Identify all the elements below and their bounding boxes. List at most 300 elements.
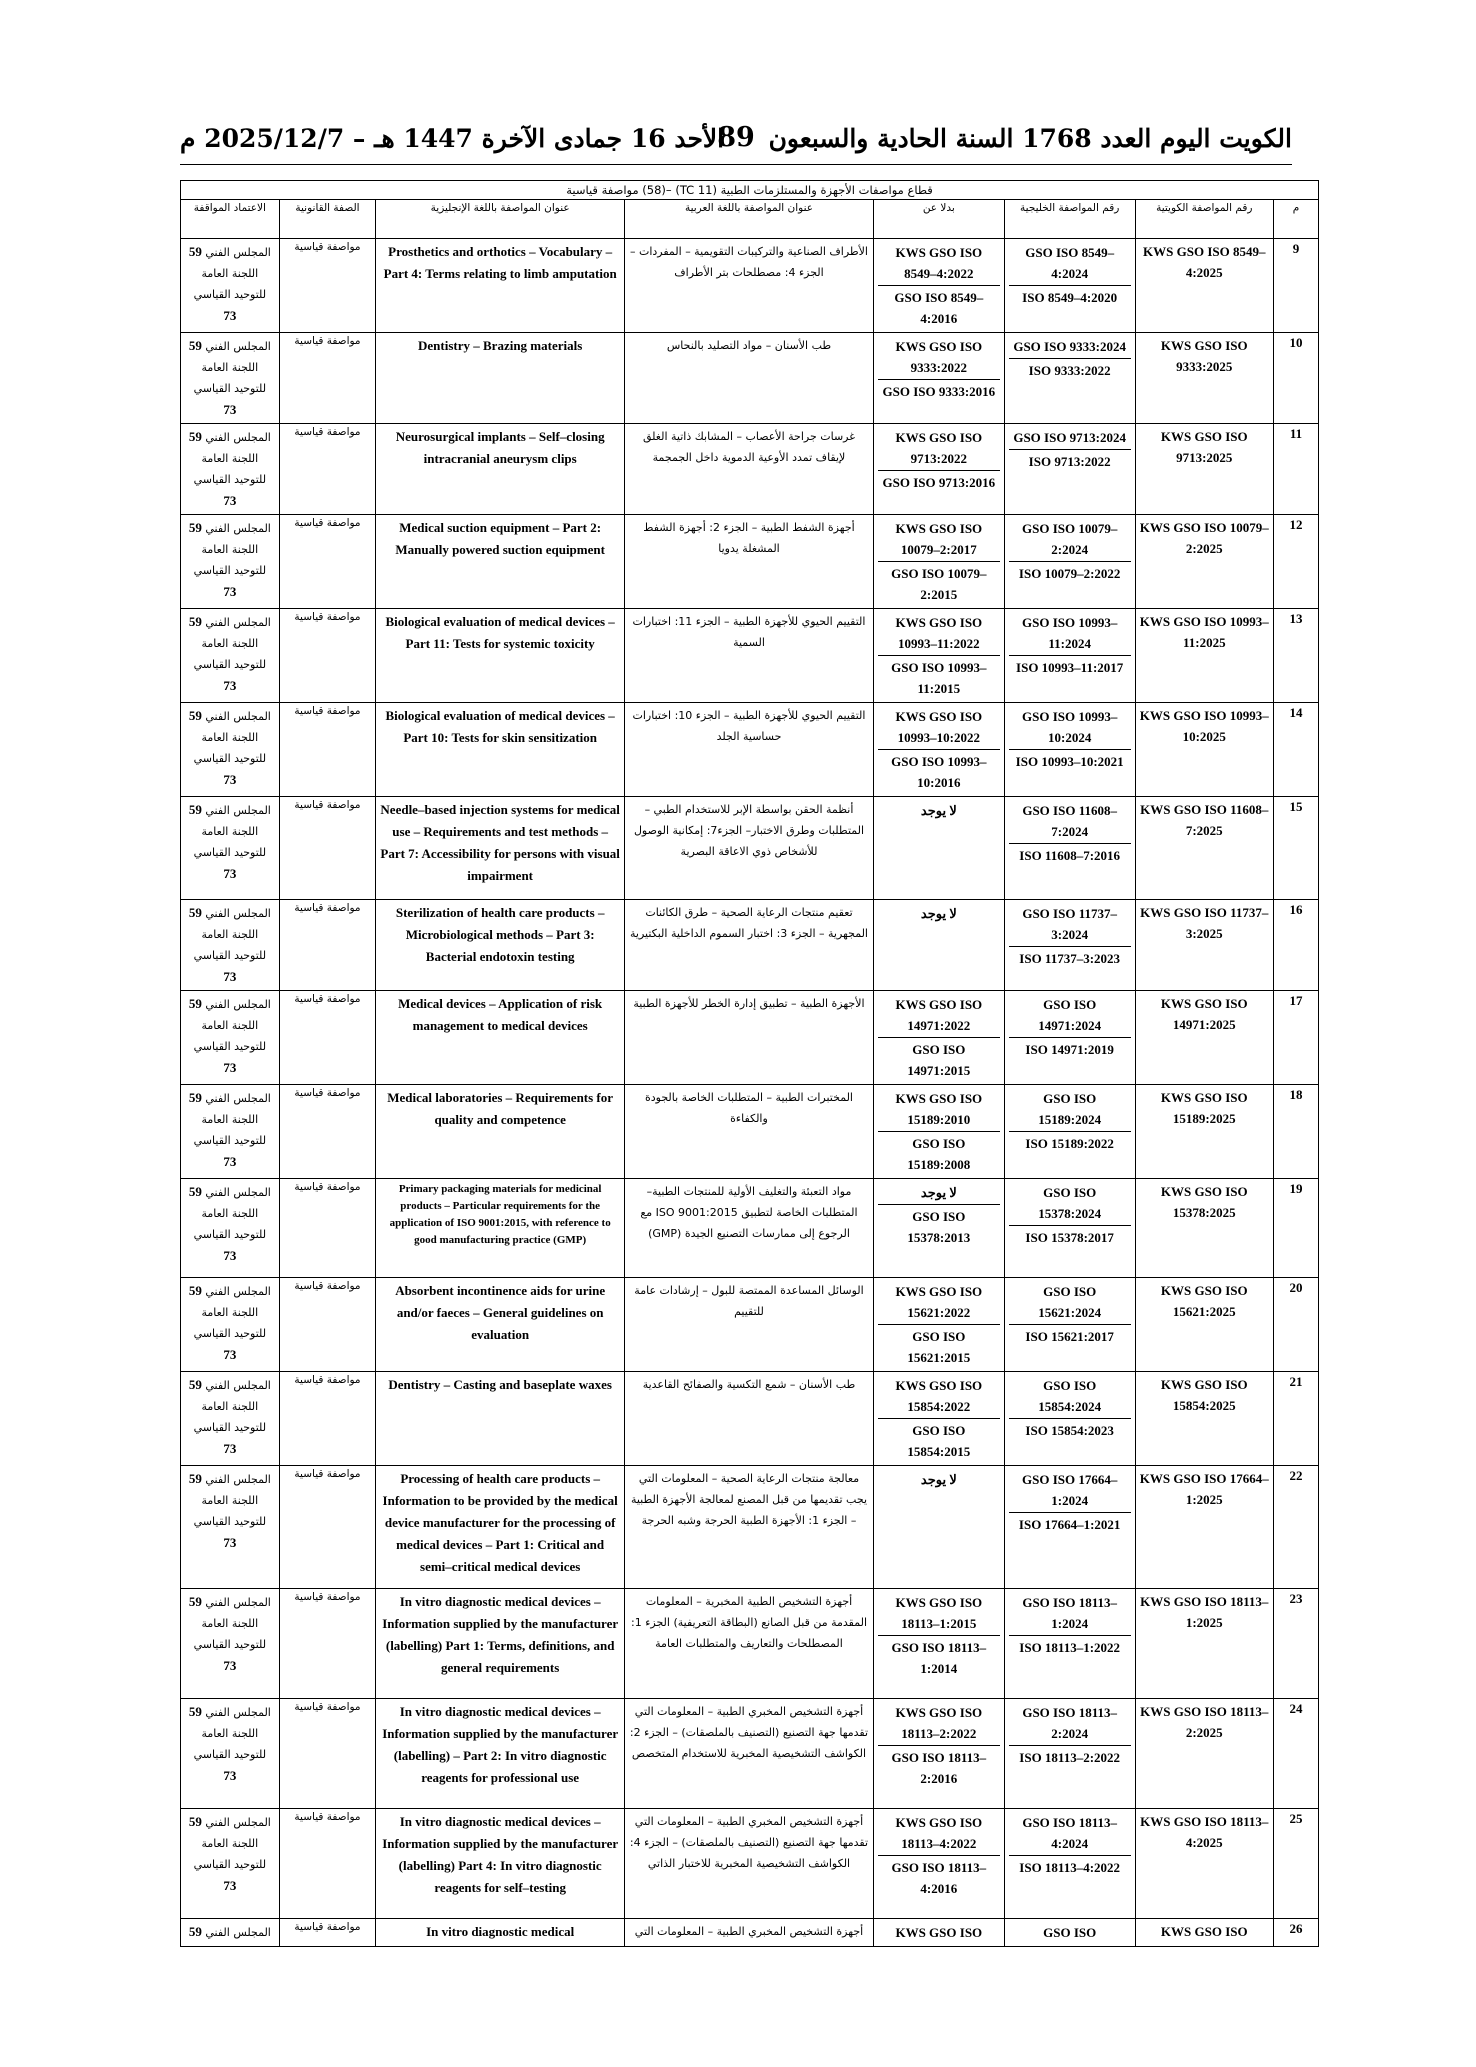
- kuwaiti-standard-number: KWS GSO ISO 17664–1:2025: [1135, 1466, 1273, 1589]
- approval-council-number: 59: [188, 905, 202, 920]
- approval-council: المجلس الفني: [205, 1285, 271, 1298]
- approval-committee-number: 73: [223, 1347, 237, 1362]
- approval-council-number: 59: [188, 520, 202, 535]
- row-number: 26: [1273, 1919, 1318, 1947]
- approval-council-number: 59: [188, 1924, 202, 1939]
- approval-cell: [181, 1372, 280, 1466]
- gulf-standard-number: ISO 9713:2022: [1009, 449, 1131, 473]
- legal-status: مواصفة قياسية: [279, 333, 376, 424]
- approval-council: المجلس الفني: [205, 710, 271, 723]
- arabic-title: غرسات جراحة الأعصاب – المشابك ذاتية الغلق لإيقاف تمدد الأوعية الدموية داخل الجمجمة: [625, 424, 874, 515]
- arabic-title: طب الأسنان – شمع التكسية والصفائح القاعدية: [625, 1372, 874, 1466]
- gulf-standard-number: GSO ISO 15378:2024: [1038, 1185, 1102, 1221]
- row-number: 25: [1273, 1809, 1318, 1919]
- page-header: [180, 120, 1292, 165]
- col-legal: الصفة القانونية: [279, 200, 376, 239]
- english-title: Biological evaluation of medical devices – Part 11: Tests for systemic toxicity: [376, 609, 625, 703]
- replaces-cell: [873, 515, 1004, 609]
- table-body: [181, 239, 1319, 1947]
- approval-committee-number: 73: [223, 1248, 237, 1263]
- approval-council: المجلس الفني: [205, 340, 271, 353]
- english-title: Sterilization of health care products – Microbiological methods – Part 3: Bacterial endotoxin testing: [376, 900, 625, 991]
- replaced-standard-number: KWS GSO ISO 8549–4:2022: [895, 245, 983, 281]
- approval-council-number: 59: [188, 1594, 202, 1609]
- legal-status: مواصفة قياسية: [279, 609, 376, 703]
- gulf-standard-cell: [1004, 900, 1135, 991]
- replaces-cell: [873, 1809, 1004, 1919]
- kuwaiti-standard-number: KWS GSO ISO 10993–10:2025: [1135, 703, 1273, 797]
- gulf-standard-cell: [1004, 1699, 1135, 1809]
- approval-committee: اللجنة العامة للتوحيد القياسي: [193, 1617, 267, 1651]
- approval-cell: [181, 1179, 280, 1278]
- gulf-standard-number: ISO 10993–11:2017: [1009, 655, 1131, 679]
- approval-committee-number: 73: [223, 1535, 237, 1550]
- legal-status: مواصفة قياسية: [279, 900, 376, 991]
- approval-cell: [181, 900, 280, 991]
- approval-council-number: 59: [188, 1471, 202, 1486]
- row-number: 23: [1273, 1589, 1318, 1699]
- col-replaces: بدلا عن: [873, 200, 1004, 239]
- approval-committee-number: 73: [223, 678, 237, 693]
- english-title: In vitro diagnostic medical devices – Information supplied by the manufacturer (labelling) – Part 2: In vitro diagnostic reagents for professional use: [376, 1699, 625, 1809]
- approval-cell: [181, 333, 280, 424]
- kuwaiti-standard-number: KWS GSO ISO 18113–1:2025: [1135, 1589, 1273, 1699]
- approval-committee-number: 73: [223, 866, 237, 881]
- replaced-standard-number: KWS GSO ISO 15854:2022: [895, 1378, 983, 1414]
- approval-committee-number: 73: [223, 1060, 237, 1075]
- page-number: 89: [717, 122, 755, 153]
- replaces-cell: [873, 239, 1004, 333]
- replaced-standard-number: GSO ISO 15854:2015: [878, 1418, 1000, 1463]
- gulf-standard-number: ISO 15189:2022: [1009, 1131, 1131, 1155]
- col-title-ar: عنوان المواصفة باللغة العربية: [625, 200, 874, 239]
- approval-council: المجلس الفني: [205, 1379, 271, 1392]
- replaced-standard-number: KWS GSO ISO 10993–11:2022: [895, 615, 983, 651]
- approval-committee-number: 73: [223, 1441, 237, 1456]
- gulf-standard-number: GSO ISO 18113–4:2024: [1022, 1815, 1117, 1851]
- legal-status: مواصفة قياسية: [279, 1179, 376, 1278]
- gulf-standard-cell: [1004, 609, 1135, 703]
- table-row: [181, 1699, 1319, 1809]
- approval-committee-number: 73: [223, 308, 237, 323]
- approval-cell: [181, 239, 280, 333]
- replaces-cell: [873, 424, 1004, 515]
- row-number: 11: [1273, 424, 1318, 515]
- kuwaiti-standard-number: KWS GSO ISO 14971:2025: [1135, 991, 1273, 1085]
- approval-committee: اللجنة العامة للتوحيد القياسي: [193, 1019, 267, 1053]
- replaces-cell: [873, 703, 1004, 797]
- approval-cell: [181, 1466, 280, 1589]
- english-title: Medical laboratories – Requirements for quality and competence: [376, 1085, 625, 1179]
- arabic-title: الوسائل المساعدة الممتصة للبول – إرشادات عامة للتقييم: [625, 1278, 874, 1372]
- table-row: [181, 797, 1319, 900]
- gulf-standard-number: GSO ISO 14971:2024: [1038, 997, 1102, 1033]
- approval-committee: اللجنة العامة للتوحيد القياسي: [193, 361, 267, 395]
- table-row: [181, 1466, 1319, 1589]
- legal-status: مواصفة قياسية: [279, 991, 376, 1085]
- gulf-standard-number: GSO ISO 9713:2024: [1013, 430, 1127, 445]
- replaces-cell: [873, 991, 1004, 1085]
- row-number: 17: [1273, 991, 1318, 1085]
- english-title: Neurosurgical implants – Self–closing intracranial aneurysm clips: [376, 424, 625, 515]
- approval-committee: اللجنة العامة للتوحيد القياسي: [193, 267, 267, 301]
- legal-status: مواصفة قياسية: [279, 1085, 376, 1179]
- table-row: [181, 1179, 1319, 1278]
- approval-committee-number: 73: [223, 584, 237, 599]
- replaced-standard-number: GSO ISO 15189:2008: [878, 1131, 1000, 1176]
- table-row: [181, 1809, 1319, 1919]
- gulf-standard-number: GSO ISO 11608–7:2024: [1022, 803, 1117, 839]
- kuwaiti-standard-number: KWS GSO ISO 18113–2:2025: [1135, 1699, 1273, 1809]
- newspaper-title: الكويت اليوم العدد 1768 السنة الحادية والسبعون: [768, 124, 1292, 153]
- arabic-title: طب الأسنان – مواد التصليد بالنحاس: [625, 333, 874, 424]
- gulf-standard-cell: [1004, 797, 1135, 900]
- gulf-standard-number: GSO ISO 10993–11:2024: [1021, 615, 1118, 651]
- arabic-title: المختبرات الطبية – المتطلبات الخاصة بالجودة والكفاءة: [625, 1085, 874, 1179]
- replaced-standard-number: KWS GSO ISO 18113–1:2015: [895, 1595, 983, 1631]
- approval-council: المجلس الفني: [205, 1473, 271, 1486]
- gulf-standard-number: ISO 9333:2022: [1009, 358, 1131, 382]
- gulf-standard-number: GSO ISO 15189:2024: [1038, 1091, 1102, 1127]
- table-row: [181, 1372, 1319, 1466]
- replaced-standard-number: لا يوجد: [920, 1185, 957, 1200]
- replaced-standard-number: KWS GSO ISO 9333:2022: [895, 339, 983, 375]
- gulf-standard-number: ISO 18113–1:2022: [1009, 1635, 1131, 1659]
- table-row: [181, 515, 1319, 609]
- approval-committee-number: 73: [223, 493, 237, 508]
- english-title: Dentistry – Brazing materials: [376, 333, 625, 424]
- replaced-standard-number: KWS GSO ISO 9713:2022: [895, 430, 983, 466]
- kuwaiti-standard-number: KWS GSO ISO 15189:2025: [1135, 1085, 1273, 1179]
- row-number: 20: [1273, 1278, 1318, 1372]
- approval-committee: اللجنة العامة للتوحيد القياسي: [193, 1494, 267, 1528]
- kuwaiti-standard-number: KWS GSO ISO 10079–2:2025: [1135, 515, 1273, 609]
- replaces-cell: [873, 1919, 1004, 1947]
- arabic-title: معالجة منتجات الرعاية الصحية – المعلومات التي يجب تقديمها من قبل المصنع لمعالجة الأجهزة الطبية – الجزء 1: الأجهزة الطبية الحرجة وشبه الحرجة: [625, 1466, 874, 1589]
- replaces-cell: [873, 1589, 1004, 1699]
- row-number: 16: [1273, 900, 1318, 991]
- row-number: 18: [1273, 1085, 1318, 1179]
- approval-committee: اللجنة العامة للتوحيد القياسي: [193, 1207, 267, 1241]
- kuwaiti-standard-number: KWS GSO ISO 11737–3:2025: [1135, 900, 1273, 991]
- replaces-cell: [873, 797, 1004, 900]
- gulf-standard-number: ISO 8549–4:2020: [1009, 285, 1131, 309]
- approval-council: المجلس الفني: [205, 246, 271, 259]
- arabic-title: الأطراف الصناعية والتركيبات التقويمية – المفردات – الجزء 4: مصطلحات بتر الأطراف: [625, 239, 874, 333]
- replaced-standard-number: KWS GSO ISO 18113–2:2022: [895, 1705, 983, 1741]
- table-row: [181, 239, 1319, 333]
- gulf-standard-number: ISO 10079–2:2022: [1009, 561, 1131, 585]
- row-number: 14: [1273, 703, 1318, 797]
- gulf-standard-number: GSO ISO 10993–10:2024: [1021, 709, 1118, 745]
- replaced-standard-number: GSO ISO 10993–10:2016: [878, 749, 1000, 794]
- row-number: 22: [1273, 1466, 1318, 1589]
- approval-committee: اللجنة العامة للتوحيد القياسي: [193, 1306, 267, 1340]
- legal-status: مواصفة قياسية: [279, 1589, 376, 1699]
- gulf-standard-number: ISO 11608–7:2016: [1009, 843, 1131, 867]
- replaces-cell: [873, 1278, 1004, 1372]
- gulf-standard-number: ISO 15378:2017: [1009, 1225, 1131, 1249]
- col-seq: م: [1273, 200, 1318, 239]
- table-row: [181, 609, 1319, 703]
- replaced-standard-number: KWS GSO ISO 15621:2022: [895, 1284, 983, 1320]
- col-kuwaiti-no: رقم المواصفة الكويتية: [1135, 200, 1273, 239]
- row-number: 10: [1273, 333, 1318, 424]
- replaced-standard-number: لا يوجد: [920, 906, 957, 921]
- replaced-standard-number: GSO ISO 10993–11:2015: [878, 655, 1000, 700]
- approval-cell: [181, 609, 280, 703]
- english-title: Dentistry – Casting and baseplate waxes: [376, 1372, 625, 1466]
- gulf-standard-number: GSO ISO 15854:2024: [1038, 1378, 1102, 1414]
- replaced-standard-number: GSO ISO 18113–2:2016: [878, 1745, 1000, 1790]
- approval-council: المجلس الفني: [205, 1596, 271, 1609]
- english-title: Biological evaluation of medical devices – Part 10: Tests for skin sensitization: [376, 703, 625, 797]
- gulf-standard-number: ISO 17664–1:2021: [1009, 1512, 1131, 1536]
- table-row: [181, 424, 1319, 515]
- approval-council-number: 59: [188, 244, 202, 259]
- row-number: 21: [1273, 1372, 1318, 1466]
- replaced-standard-number: GSO ISO 10079–2:2015: [878, 561, 1000, 606]
- approval-committee-number: 73: [223, 969, 237, 984]
- arabic-title: الأجهزة الطبية – تطبيق إدارة الخطر للأجهزة الطبية: [625, 991, 874, 1085]
- kuwaiti-standard-number: KWS GSO ISO 15621:2025: [1135, 1278, 1273, 1372]
- replaced-standard-number: GSO ISO 18113–1:2014: [878, 1635, 1000, 1680]
- english-title: Absorbent incontinence aids for urine and/or faeces – General guidelines on evaluation: [376, 1278, 625, 1372]
- replaced-standard-number: GSO ISO 15621:2015: [878, 1324, 1000, 1369]
- replaces-cell: [873, 900, 1004, 991]
- replaced-standard-number: GSO ISO 15378:2013: [878, 1204, 1000, 1249]
- replaced-standard-number: KWS GSO ISO 10079–2:2017: [895, 521, 983, 557]
- gulf-standard-number: GSO ISO: [1043, 1925, 1097, 1940]
- approval-council: المجلس الفني: [205, 804, 271, 817]
- approval-committee: اللجنة العامة للتوحيد القياسي: [193, 731, 267, 765]
- gulf-standard-number: ISO 18113–4:2022: [1009, 1855, 1131, 1879]
- kuwaiti-standard-number: KWS GSO ISO 10993–11:2025: [1135, 609, 1273, 703]
- kuwaiti-standard-number: KWS GSO ISO 8549–4:2025: [1135, 239, 1273, 333]
- approval-committee-number: 73: [223, 1658, 237, 1673]
- gulf-standard-number: ISO 15854:2023: [1009, 1418, 1131, 1442]
- replaces-cell: [873, 333, 1004, 424]
- gulf-standard-number: GSO ISO 15621:2024: [1038, 1284, 1102, 1320]
- approval-council-number: 59: [188, 1377, 202, 1392]
- replaced-standard-number: KWS GSO ISO 10993–10:2022: [895, 709, 983, 745]
- col-gulf-no: رقم المواصفة الخليجية: [1004, 200, 1135, 239]
- approval-council: المجلس الفني: [205, 907, 271, 920]
- english-title: In vitro diagnostic medical devices – Information supplied by the manufacturer (labelling) Part 4: In vitro diagnostic reagents for self–testing: [376, 1809, 625, 1919]
- approval-cell: [181, 1919, 280, 1947]
- legal-status: مواصفة قياسية: [279, 797, 376, 900]
- replaced-standard-number: GSO ISO 9333:2016: [878, 379, 1000, 403]
- approval-council-number: 59: [188, 802, 202, 817]
- arabic-title: تعقيم منتجات الرعاية الصحية – طرق الكائنات المجهرية – الجزء 3: اختبار السموم الداخلية البكتيرية: [625, 900, 874, 991]
- gulf-standard-number: ISO 15621:2017: [1009, 1324, 1131, 1348]
- approval-committee: اللجنة العامة للتوحيد القياسي: [193, 543, 267, 577]
- gulf-standard-number: ISO 18113–2:2022: [1009, 1745, 1131, 1769]
- replaces-cell: [873, 1699, 1004, 1809]
- kuwaiti-standard-number: KWS GSO ISO 15378:2025: [1135, 1179, 1273, 1278]
- approval-council: المجلس الفني: [205, 1816, 271, 1829]
- replaced-standard-number: لا يوجد: [920, 803, 957, 818]
- arabic-title: أجهزة التشخيص الطبية المخبرية – المعلومات المقدمة من قبل الصانع (البطاقة التعريفية) الجزء 1: المصطلحات والتعاريف والمتطلبات العامة: [625, 1589, 874, 1699]
- table-row: [181, 991, 1319, 1085]
- approval-council-number: 59: [188, 1704, 202, 1719]
- kuwaiti-standard-number: KWS GSO ISO 9333:2025: [1135, 333, 1273, 424]
- approval-council: المجلس الفني: [205, 1092, 271, 1105]
- legal-status: مواصفة قياسية: [279, 1699, 376, 1809]
- approval-council-number: 59: [188, 996, 202, 1011]
- gulf-standard-cell: [1004, 703, 1135, 797]
- gulf-standard-cell: [1004, 1278, 1135, 1372]
- gulf-standard-cell: [1004, 1179, 1135, 1278]
- approval-committee: اللجنة العامة للتوحيد القياسي: [193, 452, 267, 486]
- approval-committee: اللجنة العامة للتوحيد القياسي: [193, 1113, 267, 1147]
- gulf-standard-cell: [1004, 1919, 1135, 1947]
- row-number: 12: [1273, 515, 1318, 609]
- table-row: [181, 1278, 1319, 1372]
- gulf-standard-cell: [1004, 1809, 1135, 1919]
- english-title: Processing of health care products – Information to be provided by the medical device manufacturer for the processing of medical devices – Part 1: Critical and semi–critical medical devices: [376, 1466, 625, 1589]
- issue-date: الأحد 16 جمادى الآخرة 1447 هـ – 2025/12/7 م: [180, 124, 725, 153]
- row-number: 19: [1273, 1179, 1318, 1278]
- approval-cell: [181, 1809, 280, 1919]
- english-title: Medical suction equipment – Part 2: Manually powered suction equipment: [376, 515, 625, 609]
- english-title: Prosthetics and orthotics – Vocabulary – Part 4: Terms relating to limb amputation: [376, 239, 625, 333]
- approval-committee: اللجنة العامة للتوحيد القياسي: [193, 1727, 267, 1761]
- approval-council-number: 59: [188, 1283, 202, 1298]
- replaces-cell: [873, 1085, 1004, 1179]
- sector-title: قطاع مواصفات الأجهزة والمستلزمات الطبية (TC 11) –(58) مواصفة قياسية: [181, 181, 1319, 200]
- approval-council-number: 59: [188, 429, 202, 444]
- gulf-standard-cell: [1004, 1085, 1135, 1179]
- gulf-standard-number: GSO ISO 11737–3:2024: [1022, 906, 1117, 942]
- row-number: 9: [1273, 239, 1318, 333]
- approval-council: المجلس الفني: [205, 522, 271, 535]
- table-row: [181, 1919, 1319, 1947]
- gulf-standard-cell: [1004, 239, 1135, 333]
- legal-status: مواصفة قياسية: [279, 515, 376, 609]
- arabic-title: أجهزة التشخيص المخبري الطبية – المعلومات التي: [625, 1919, 874, 1947]
- table-row: [181, 900, 1319, 991]
- approval-cell: [181, 515, 280, 609]
- approval-cell: [181, 1085, 280, 1179]
- kuwaiti-standard-number: KWS GSO ISO: [1135, 1919, 1273, 1947]
- approval-committee-number: 73: [223, 772, 237, 787]
- gulf-standard-cell: [1004, 1372, 1135, 1466]
- approval-committee: اللجنة العامة للتوحيد القياسي: [193, 825, 267, 859]
- replaced-standard-number: GSO ISO 14971:2015: [878, 1037, 1000, 1082]
- replaced-standard-number: GSO ISO 9713:2016: [878, 470, 1000, 494]
- approval-cell: [181, 1589, 280, 1699]
- english-title: In vitro diagnostic medical devices – Information supplied by the manufacturer (labelling) Part 1: Terms, definitions, and general requirements: [376, 1589, 625, 1699]
- arabic-title: أجهزة الشفط الطبية – الجزء 2: أجهزة الشفط المشغلة يدويا: [625, 515, 874, 609]
- row-number: 24: [1273, 1699, 1318, 1809]
- approval-council: المجلس الفني: [205, 1186, 271, 1199]
- approval-council: المجلس الفني: [205, 616, 271, 629]
- approval-council-number: 59: [188, 1184, 202, 1199]
- replaces-cell: [873, 609, 1004, 703]
- table-row: [181, 1589, 1319, 1699]
- approval-committee-number: 73: [223, 402, 237, 417]
- gulf-standard-number: GSO ISO 18113–2:2024: [1022, 1705, 1117, 1741]
- replaces-cell: [873, 1372, 1004, 1466]
- english-title: In vitro diagnostic medical: [376, 1919, 625, 1947]
- replaced-standard-number: لا يوجد: [920, 1472, 957, 1487]
- approval-council: المجلس الفني: [205, 1926, 271, 1939]
- replaces-cell: [873, 1466, 1004, 1589]
- approval-committee: اللجنة العامة للتوحيد القياسي: [193, 1400, 267, 1434]
- gulf-standard-number: GSO ISO 17664–1:2024: [1021, 1472, 1118, 1508]
- approval-cell: [181, 1699, 280, 1809]
- gulf-standard-cell: [1004, 515, 1135, 609]
- replaced-standard-number: GSO ISO 8549–4:2016: [878, 285, 1000, 330]
- approval-committee: اللجنة العامة للتوحيد القياسي: [193, 1837, 267, 1871]
- approval-cell: [181, 1278, 280, 1372]
- arabic-title: التقييم الحيوي للأجهزة الطبية – الجزء 10: اختبارات حساسية الجلد: [625, 703, 874, 797]
- gulf-standard-cell: [1004, 333, 1135, 424]
- approval-council-number: 59: [188, 614, 202, 629]
- approval-cell: [181, 424, 280, 515]
- replaced-standard-number: KWS GSO ISO 15189:2010: [895, 1091, 983, 1127]
- legal-status: مواصفة قياسية: [279, 1372, 376, 1466]
- gulf-standard-number: GSO ISO 18113–1:2024: [1022, 1595, 1117, 1631]
- approval-committee: اللجنة العامة للتوحيد القياسي: [193, 637, 267, 671]
- row-number: 13: [1273, 609, 1318, 703]
- approval-cell: [181, 797, 280, 900]
- legal-status: مواصفة قياسية: [279, 1466, 376, 1589]
- gulf-standard-number: ISO 14971:2019: [1009, 1037, 1131, 1061]
- legal-status: مواصفة قياسية: [279, 1278, 376, 1372]
- approval-council-number: 59: [188, 708, 202, 723]
- replaced-standard-number: KWS GSO ISO: [895, 1925, 983, 1940]
- kuwaiti-standard-number: KWS GSO ISO 11608–7:2025: [1135, 797, 1273, 900]
- arabic-title: أجهزة التشخيص المخبري الطبية – المعلومات التي تقدمها جهة التصنيع (التصنيف بالملصقات) – الجزء 4: الكواشف التشخيصية المخبرية للاختبار الذاتي: [625, 1809, 874, 1919]
- table-row: [181, 1085, 1319, 1179]
- replaces-cell: [873, 1179, 1004, 1278]
- english-title: Medical devices – Application of risk management to medical devices: [376, 991, 625, 1085]
- legal-status: مواصفة قياسية: [279, 239, 376, 333]
- approval-cell: [181, 703, 280, 797]
- legal-status: مواصفة قياسية: [279, 424, 376, 515]
- gulf-standard-number: ISO 11737–3:2023: [1009, 946, 1131, 970]
- gulf-standard-number: GSO ISO 10079–2:2024: [1021, 521, 1118, 557]
- col-title-en: عنوان المواصفة باللغة الإنجليزية: [376, 200, 625, 239]
- approval-council: المجلس الفني: [205, 1706, 271, 1719]
- english-title: Needle–based injection systems for medical use – Requirements and test methods – Part 7: Accessibility for persons with visual impairment: [376, 797, 625, 900]
- kuwaiti-standard-number: KWS GSO ISO 15854:2025: [1135, 1372, 1273, 1466]
- approval-council: المجلس الفني: [205, 431, 271, 444]
- approval-cell: [181, 991, 280, 1085]
- approval-council-number: 59: [188, 1090, 202, 1105]
- legal-status: مواصفة قياسية: [279, 703, 376, 797]
- replaced-standard-number: KWS GSO ISO 18113–4:2022: [895, 1815, 983, 1851]
- approval-committee-number: 73: [223, 1768, 237, 1783]
- standards-table: [180, 180, 1319, 1947]
- kuwaiti-standard-number: KWS GSO ISO 9713:2025: [1135, 424, 1273, 515]
- row-number: 15: [1273, 797, 1318, 900]
- gulf-standard-number: GSO ISO 9333:2024: [1013, 339, 1127, 354]
- arabic-title: التقييم الحيوي للأجهزة الطبية – الجزء 11: اختبارات السمية: [625, 609, 874, 703]
- approval-committee: اللجنة العامة للتوحيد القياسي: [193, 928, 267, 962]
- arabic-title: أجهزة التشخيص المخبري الطبية – المعلومات التي تقدمها جهة التصنيع (التصنيف بالملصقات) – الجزء 2: الكواشف التشخيصية المخبرية للاستخدام المتخصص: [625, 1699, 874, 1809]
- replaced-standard-number: KWS GSO ISO 14971:2022: [895, 997, 983, 1033]
- table-row: [181, 333, 1319, 424]
- approval-committee-number: 73: [223, 1154, 237, 1169]
- col-approval: الاعتماد المواقفة: [181, 200, 280, 239]
- gulf-standard-cell: [1004, 991, 1135, 1085]
- table-row: [181, 703, 1319, 797]
- approval-committee-number: 73: [223, 1878, 237, 1893]
- legal-status: مواصفة قياسية: [279, 1809, 376, 1919]
